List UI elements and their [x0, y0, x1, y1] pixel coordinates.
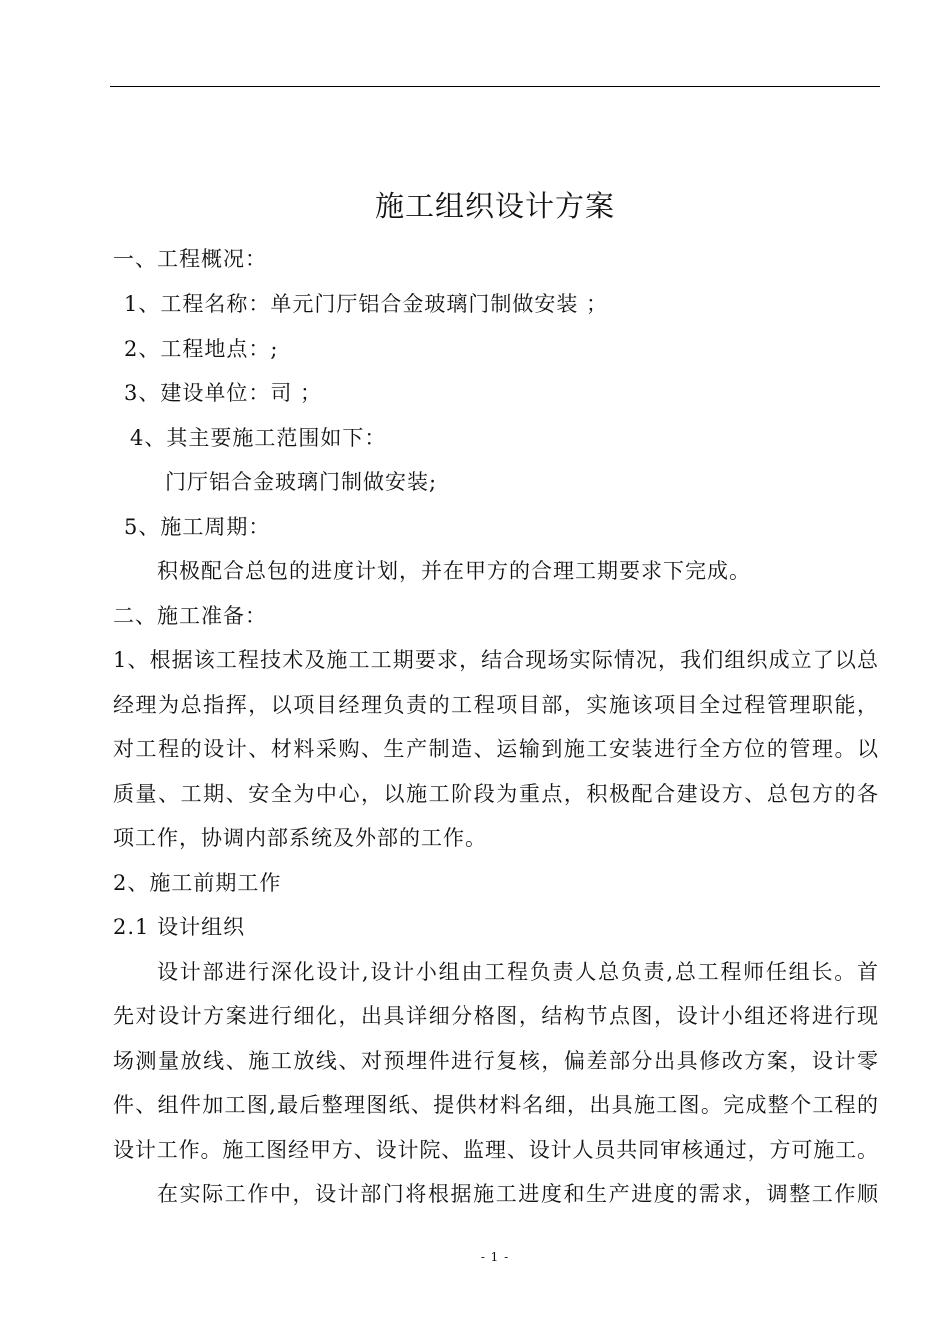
scope-detail: 门厅铝合金玻璃门制做安装;: [165, 470, 438, 494]
list-item-project-location: 2、工程地点：;: [124, 337, 279, 361]
period-detail: 积极配合总包的进度计划，并在甲方的合理工期要求下完成。: [157, 559, 751, 583]
paragraph-line: 先对设计方案进行细化，出具详细分格图，结构节点图，设计小组还将进行现: [113, 1004, 878, 1028]
paragraph-line: 项工作，协调内部系统及外部的工作。: [113, 826, 487, 850]
header-rule: [110, 86, 880, 87]
subsection-heading-design-org: 2.1 设计组织: [113, 915, 246, 939]
list-item-period: 5、施工周期：: [124, 515, 271, 539]
paragraph-line: 对工程的设计、材料采购、生产制造、运输到施工安装进行全方位的管理。以: [113, 737, 878, 761]
list-item-scope: 4、其主要施工范围如下：: [130, 426, 387, 450]
paragraph-line: 设计工作。施工图经甲方、设计院、监理、设计人员共同审核通过，方可施工。: [113, 1138, 878, 1162]
paragraph-line: 在实际工作中，设计部门将根据施工进度和生产进度的需求，调整工作顺: [157, 1182, 878, 1206]
list-item-project-name: 1、工程名称：单元门厅铝合金玻璃门制做安装 ；: [124, 292, 609, 316]
paragraph-line: 件、组件加工图,最后整理图纸、提供材料名细，出具施工图。完成整个工程的: [113, 1093, 878, 1117]
paragraph-line: 场测量放线、施工放线、对预埋件进行复核，偏差部分出具修改方案，设计零: [113, 1049, 878, 1073]
paragraph-line: 质量、工期、安全为中心，以施工阶段为重点，积极配合建设方、总包方的各: [113, 782, 878, 806]
paragraph-line: 经理为总指挥，以项目经理负责的工程项目部，实施该项目全过程管理职能，: [113, 693, 878, 717]
section-heading-preparation: 二、施工准备：: [113, 604, 267, 628]
document-title: 施工组织设计方案: [374, 189, 615, 223]
paragraph-line: 设计部进行深化设计,设计小组由工程负责人总负责,总工程师任组长。首: [157, 960, 878, 984]
paragraph-line: 1、根据该工程技术及施工工期要求，结合现场实际情况，我们组织成立了以总: [113, 648, 878, 672]
list-item-builder: 3、建设单位：司 ；: [124, 381, 323, 405]
page-number: - 1 -: [480, 1250, 510, 1264]
section-heading-overview: 一、工程概况：: [113, 247, 267, 271]
subsection-heading-early-work: 2、施工前期工作: [113, 871, 282, 895]
